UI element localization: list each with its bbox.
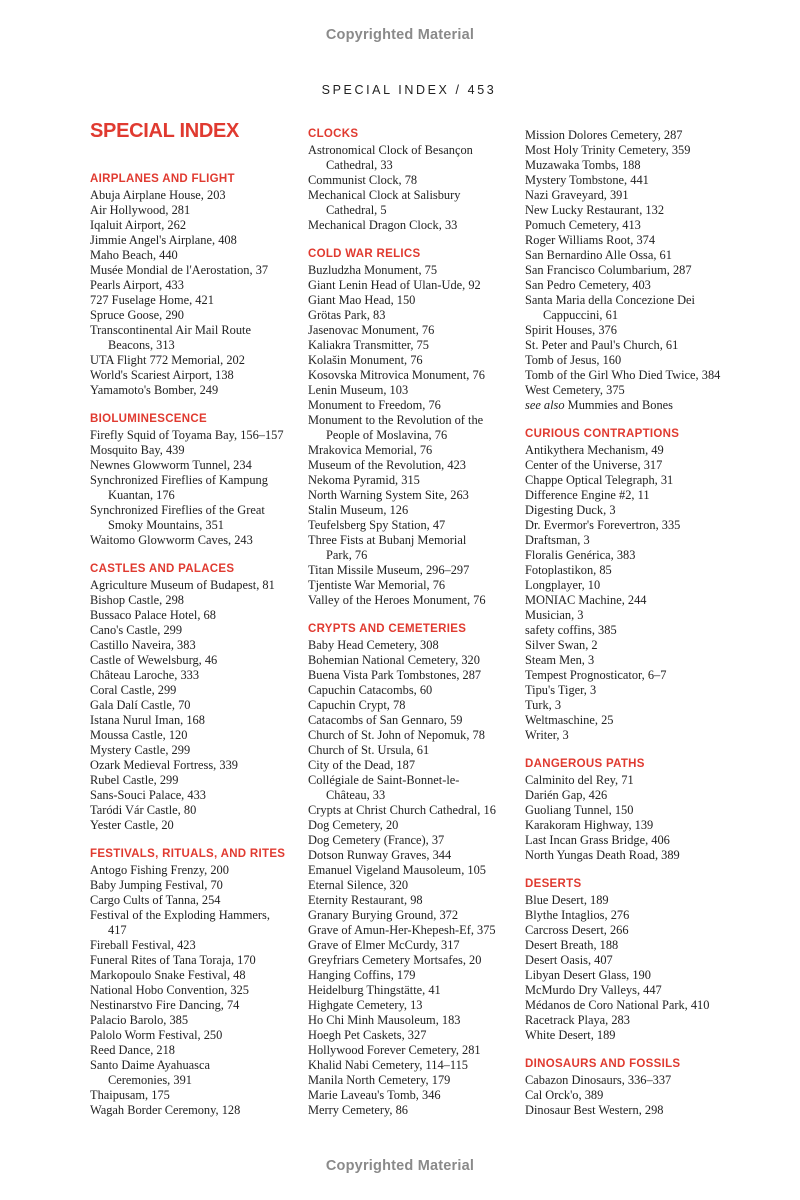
index-entry [308,143,516,173]
index-entry-list [90,863,298,1118]
index-entry: safety coffins, 385 [525,623,617,637]
index-entry: Bohemian National Cemetery, 320 [308,653,480,667]
section-heading: DESERTS [525,878,582,890]
index-entry: Church of St. John of Nepomuk, 78 [308,728,485,742]
index-entry: Bussaco Palace Hotel, 68 [90,608,216,622]
index-entry-list [90,188,298,398]
index-entry: Maho Beach, 440 [90,248,178,262]
index-entry: Abuja Airplane House, 203 [90,188,226,202]
section-heading: AIRPLANES AND FLIGHT [90,173,235,185]
index-entry: Church of St. Ursula, 61 [308,743,430,757]
index-entry: Fireball Festival, 423 [90,938,196,952]
index-entry: Tomb of Jesus, 160 [525,353,622,367]
index-entry: Khalid Nabi Cemetery, 114–115 [308,1058,469,1072]
index-section-continued [525,128,737,413]
index-entry: Iqaluit Airport, 262 [90,218,187,232]
index-entry: Taródi Vár Castle, 80 [90,803,197,817]
index-entry [525,398,737,413]
index-entry: Mystery Castle, 299 [90,743,191,757]
index-entry: Giant Mao Head, 150 [308,293,416,307]
index-entry-list [525,893,737,1043]
index-entry [308,533,516,563]
index-entry: Eternity Restaurant, 98 [308,893,423,907]
index-entry: Giant Lenin Head of Ulan-Ude, 92 [308,278,481,292]
index-entry: North Yungas Death Road, 389 [525,848,680,862]
index-entry: Cal Orck'o, 389 [525,1088,604,1102]
index-entry: Ozark Medieval Fortress, 339 [90,758,238,772]
index-entry: Center of the Universe, 317 [525,458,663,472]
index-entry: Tipu's Tiger, 3 [525,683,597,697]
index-entry-continuation: 417 [108,923,127,937]
index-entry: Dinosaur Best Western, 298 [525,1103,664,1117]
index-entry: Valley of the Heroes Monument, 76 [308,593,486,607]
index-entry: Nazi Graveyard, 391 [525,188,629,202]
index-entry: Istana Nurul Iman, 168 [90,713,205,727]
index-entry-text: Santa Maria della Concezione Dei [525,293,695,307]
index-entry: Stalin Museum, 126 [308,503,409,517]
index-entry: Nekoma Pyramid, 315 [308,473,420,487]
index-entry [308,413,516,443]
index-entry: Mechanical Dragon Clock, 33 [308,218,458,232]
index-entry: Antikythera Mechanism, 49 [525,443,664,457]
index-column-2 [308,128,516,1133]
index-entry: Longplayer, 10 [525,578,601,592]
index-entry: Chappe Optical Telegraph, 31 [525,473,674,487]
index-entry: Grave of Amun-Her-Khepesh-Ef, 375 [308,923,496,937]
index-entry: Grötas Park, 83 [308,308,386,322]
index-entry: Yester Castle, 20 [90,818,174,832]
section-heading: CRYPTS AND CEMETERIES [308,623,467,635]
index-column-1 [90,173,298,1133]
index-entry: Cano's Castle, 299 [90,623,183,637]
index-entry: Guoliang Tunnel, 150 [525,803,634,817]
index-entry: Crypts at Christ Church Cathedral, 16 [308,803,496,817]
index-entry: Mystery Tombstone, 441 [525,173,649,187]
index-entry: Coral Castle, 299 [90,683,177,697]
index-section-crypts-and-cemeteries [308,623,516,1118]
index-entry: Hoegh Pet Caskets, 327 [308,1028,427,1042]
index-entry-list [308,143,516,233]
index-entry: Markopoulo Snake Festival, 48 [90,968,246,982]
watermark-top: Copyrighted Material [325,27,475,43]
index-entry: City of the Dead, 187 [308,758,416,772]
index-entry: National Hobo Convention, 325 [90,983,249,997]
index-entry: Spruce Goose, 290 [90,308,184,322]
index-entry-text: Transcontinental Air Mail Route [90,323,251,337]
see-also-target: Mummies and Bones [564,398,673,412]
index-entry: Firefly Squid of Toyama Bay, 156–157 [90,428,284,442]
index-entry: Dr. Evermor's Forevertron, 335 [525,518,681,532]
index-entry: Jasenovac Monument, 76 [308,323,435,337]
section-heading: COLD WAR RELICS [308,248,421,260]
index-entry: Baby Jumping Festival, 70 [90,878,223,892]
index-entry: Buena Vista Park Tombstones, 287 [308,668,482,682]
running-head: SPECIAL INDEX / 453 [321,83,497,97]
index-entry [308,188,516,218]
index-entry: Médanos de Coro National Park, 410 [525,998,710,1012]
index-entry: Muzawaka Tombs, 188 [525,158,641,172]
index-section-bioluminescence [90,413,298,548]
index-section-festivals-rituals-and-rites [90,848,298,1118]
index-entry: Kaliakra Transmitter, 75 [308,338,429,352]
index-entry-text: Synchronized Fireflies of the Great [90,503,265,517]
index-entry: Floralis Genérica, 383 [525,548,636,562]
index-entry: Mission Dolores Cemetery, 287 [525,128,683,142]
index-entry-list [308,263,516,608]
index-entry-text: Collégiale de Saint-Bonnet-le- [308,773,460,787]
index-entry [525,293,737,323]
index-entry: Emanuel Vigeland Mausoleum, 105 [308,863,486,877]
index-entry: Musician, 3 [525,608,584,622]
index-entry [90,908,298,938]
index-entry: Cabazon Dinosaurs, 336–337 [525,1073,672,1087]
index-entry: Roger Williams Root, 374 [525,233,656,247]
index-entry: Merry Cemetery, 86 [308,1103,409,1117]
index-entry-continuation: Beacons, 313 [108,338,175,352]
index-section-dangerous-paths [525,758,737,863]
index-entry-list [525,773,737,863]
index-entry: Pomuch Cemetery, 413 [525,218,641,232]
index-entry: Desert Oasis, 407 [525,953,613,967]
index-entry: Dog Cemetery (France), 37 [308,833,445,847]
index-section-clocks [308,128,516,233]
index-entry: Moussa Castle, 120 [90,728,188,742]
index-entry-continuation: Ceremonies, 391 [108,1073,192,1087]
index-entry-list [90,428,298,548]
index-entry-continuation: Château, 33 [326,788,386,802]
index-entry-continuation: Kuantan, 176 [108,488,175,502]
index-entry: Air Hollywood, 281 [90,203,191,217]
index-entry: White Desert, 189 [525,1028,616,1042]
index-entry [90,503,298,533]
index-entry-continuation: People of Moslavina, 76 [326,428,448,442]
index-entry: North Warning System Site, 263 [308,488,469,502]
index-entry [90,473,298,503]
index-entry: Manila North Cemetery, 179 [308,1073,451,1087]
index-entry: Dog Cemetery, 20 [308,818,399,832]
index-entry [90,1058,298,1088]
index-entry: Castle of Wewelsburg, 46 [90,653,218,667]
index-entry: Libyan Desert Glass, 190 [525,968,651,982]
index-entry-continuation: Smoky Mountains, 351 [108,518,224,532]
section-heading: DANGEROUS PATHS [525,758,645,770]
index-entry: Baby Head Cemetery, 308 [308,638,439,652]
index-entry: San Pedro Cemetery, 403 [525,278,651,292]
index-entry-continuation: Cathedral, 5 [326,203,387,217]
index-entry-continuation: Park, 76 [326,548,368,562]
index-entry-list [90,578,298,833]
index-entry: Funeral Rites of Tana Toraja, 170 [90,953,256,967]
index-entry: Marie Laveau's Tomb, 346 [308,1088,441,1102]
index-section-cold-war-relics [308,248,516,608]
index-entry: Difference Engine #2, 11 [525,488,650,502]
index-entry: Blythe Intaglios, 276 [525,908,630,922]
index-section-deserts [525,878,737,1043]
index-entry-text: Santo Daime Ayahuasca [90,1058,210,1072]
index-entry: UTA Flight 772 Memorial, 202 [90,353,245,367]
index-entry: Catacombs of San Gennaro, 59 [308,713,463,727]
index-entry-list [525,128,737,413]
index-entry: West Cemetery, 375 [525,383,625,397]
index-entry-continuation: Cathedral, 33 [326,158,393,172]
index-entry: Most Holy Trinity Cemetery, 359 [525,143,691,157]
index-entry: Mrakovica Memorial, 76 [308,443,433,457]
index-entry-continuation: Cappuccini, 61 [543,308,619,322]
index-entry: Titan Missile Museum, 296–297 [308,563,470,577]
index-entry: MONIAC Machine, 244 [525,593,647,607]
index-entry: Hollywood Forever Cemetery, 281 [308,1043,481,1057]
index-entry: Waitomo Glowworm Caves, 243 [90,533,253,547]
see-also-label: see also [525,398,565,412]
index-entry: Spirit Houses, 376 [525,323,617,337]
index-entry: 727 Fuselage Home, 421 [90,293,214,307]
index-entry: Kosovska Mitrovica Monument, 76 [308,368,485,382]
index-entry: Racetrack Playa, 283 [525,1013,630,1027]
index-entry: Tempest Prognosticator, 6–7 [525,668,667,682]
index-entry: Heidelburg Thingstätte, 41 [308,983,441,997]
index-entry: Reed Dance, 218 [90,1043,175,1057]
section-heading: FESTIVALS, RITUALS, AND RITES [90,848,286,860]
index-entry: Tjentiste War Memorial, 76 [308,578,446,592]
index-section-castles-and-palaces [90,563,298,833]
index-section-curious-contraptions [525,428,737,743]
index-entry-text: Synchronized Fireflies of Kampung [90,473,268,487]
index-entry: Weltmaschine, 25 [525,713,614,727]
index-entry [308,773,516,803]
index-entry: Newnes Glowworm Tunnel, 234 [90,458,252,472]
index-entry: Last Incan Grass Bridge, 406 [525,833,670,847]
index-entry: Wagah Border Ceremony, 128 [90,1103,241,1117]
index-entry-list [308,638,516,1118]
index-entry: Steam Men, 3 [525,653,595,667]
watermark-bottom: Copyrighted Material [325,1158,475,1174]
index-entry: Draftsman, 3 [525,533,590,547]
index-entry: New Lucky Restaurant, 132 [525,203,665,217]
index-entry: Desert Breath, 188 [525,938,619,952]
index-entry: Lenin Museum, 103 [308,383,409,397]
index-entry: Mosquito Bay, 439 [90,443,185,457]
index-entry: Antogo Fishing Frenzy, 200 [90,863,229,877]
index-entry: Carcross Desert, 266 [525,923,629,937]
index-entry: Gala Dalí Castle, 70 [90,698,191,712]
index-entry: Communist Clock, 78 [308,173,418,187]
index-entry: Digesting Duck, 3 [525,503,616,517]
index-entry: Palacio Barolo, 385 [90,1013,189,1027]
index-section-dinosaurs-and-fossils [525,1058,737,1118]
index-entry: Tomb of the Girl Who Died Twice, 384 [525,368,721,382]
index-entry: Cargo Cults of Tanna, 254 [90,893,221,907]
index-entry: Turk, 3 [525,698,562,712]
section-heading: DINOSAURS AND FOSSILS [525,1058,681,1070]
index-entry-text: Astronomical Clock of Besançon [308,143,473,157]
index-entry: Darién Gap, 426 [525,788,608,802]
section-heading: CURIOUS CONTRAPTIONS [525,428,680,440]
index-entry: Greyfriars Cemetery Mortsafes, 20 [308,953,482,967]
index-entry: Eternal Silence, 320 [308,878,409,892]
index-section-airplanes-and-flight [90,173,298,398]
index-entry: Highgate Cemetery, 13 [308,998,423,1012]
section-heading: CASTLES AND PALACES [90,563,235,575]
index-entry: San Bernardino Alle Ossa, 61 [525,248,672,262]
index-entry: Sans-Souci Palace, 433 [90,788,206,802]
index-entry: Blue Desert, 189 [525,893,609,907]
index-entry: World's Scariest Airport, 138 [90,368,234,382]
index-entry: Fotoplastikon, 85 [525,563,612,577]
index-entry: Yamamoto's Bomber, 249 [90,383,219,397]
index-entry: San Francisco Columbarium, 287 [525,263,692,277]
index-entry: Château Laroche, 333 [90,668,200,682]
index-entry: McMurdo Dry Valleys, 447 [525,983,662,997]
index-entry: Bishop Castle, 298 [90,593,184,607]
index-entry-text: Mechanical Clock at Salisbury [308,188,461,202]
index-entry [90,323,298,353]
index-entry: St. Peter and Paul's Church, 61 [525,338,679,352]
index-entry: Hanging Coffins, 179 [308,968,416,982]
index-entry: Karakoram Highway, 139 [525,818,654,832]
index-entry: Capuchin Catacombs, 60 [308,683,433,697]
index-entry: Castillo Naveira, 383 [90,638,196,652]
index-entry-text: Three Fists at Bubanj Memorial [308,533,467,547]
index-entry: Dotson Runway Graves, 344 [308,848,452,862]
index-entry-text: Monument to the Revolution of the [308,413,484,427]
index-entry-list [525,443,737,743]
index-entry: Palolo Worm Festival, 250 [90,1028,223,1042]
index-entry: Agriculture Museum of Budapest, 81 [90,578,275,592]
index-entry: Teufelsberg Spy Station, 47 [308,518,446,532]
index-entry: Kolašin Monument, 76 [308,353,423,367]
index-entry: Capuchin Crypt, 78 [308,698,406,712]
index-entry-text: Festival of the Exploding Hammers, [90,908,270,922]
index-entry-list [525,1073,737,1118]
index-entry: Grave of Elmer McCurdy, 317 [308,938,460,952]
index-column-3 [525,128,737,1133]
index-entry: Rubel Castle, 299 [90,773,179,787]
index-entry: Museum of the Revolution, 423 [308,458,466,472]
index-entry: Pearls Airport, 433 [90,278,184,292]
index-entry: Writer, 3 [525,728,569,742]
index-entry: Musée Mondial de l'Aerostation, 37 [90,263,269,277]
index-entry: Monument to Freedom, 76 [308,398,441,412]
section-heading: BIOLUMINESCENCE [90,413,207,425]
section-heading: CLOCKS [308,128,359,140]
index-entry: Ho Chi Minh Mausoleum, 183 [308,1013,461,1027]
index-entry: Jimmie Angel's Airplane, 408 [90,233,237,247]
index-entry: Nestinarstvo Fire Dancing, 74 [90,998,240,1012]
page-title: SPECIAL INDEX [90,120,240,142]
index-entry: Thaipusam, 175 [90,1088,170,1102]
index-entry: Calminito del Rey, 71 [525,773,634,787]
index-entry: Buzludzha Monument, 75 [308,263,438,277]
index-entry: Silver Swan, 2 [525,638,598,652]
index-entry: Granary Burying Ground, 372 [308,908,459,922]
